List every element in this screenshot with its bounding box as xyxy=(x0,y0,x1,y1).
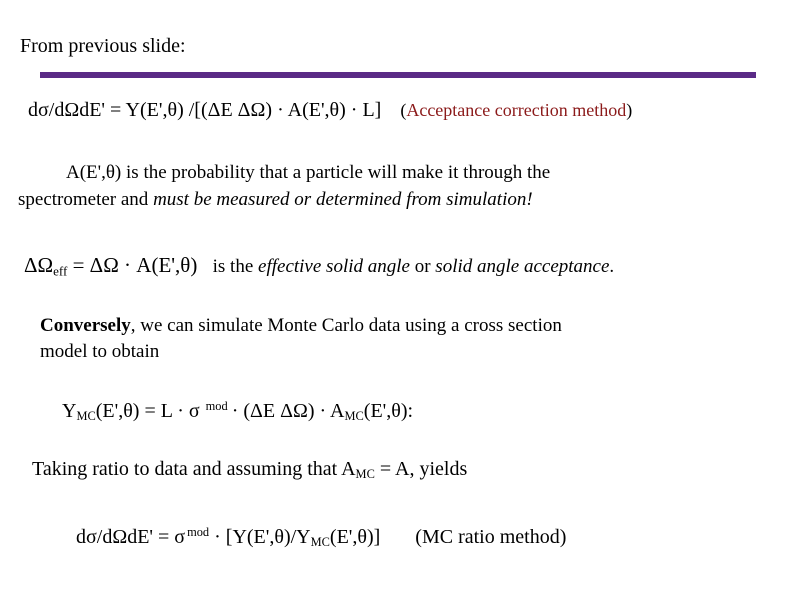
mc-subscript-1: MC xyxy=(76,408,96,423)
equation-mc-yield xyxy=(62,400,413,422)
ratio-mc-subscript: MC xyxy=(310,534,330,549)
ratio-subscript: MC xyxy=(355,467,375,482)
eff-text2: or xyxy=(409,256,436,277)
effective-solid-angle-line xyxy=(24,255,614,277)
ratio-mod-superscript: mod xyxy=(187,525,210,539)
conversely-text: , we can simulate Monte Carlo data using a cross section xyxy=(130,315,562,336)
mc-mid1: (E',θ) = L · σ xyxy=(95,399,200,422)
ratio-mid: · [Y(E',θ)/Y xyxy=(209,525,311,548)
conversely-bold: Conversely xyxy=(40,315,131,336)
acceptance-description-line2 xyxy=(18,190,533,209)
mc-ratio-method-label: (MC ratio method) xyxy=(415,525,567,548)
acceptance-symbol: A(E',θ) xyxy=(66,162,122,183)
eff-text1: is the xyxy=(212,256,259,277)
mc-end: (E',θ): xyxy=(363,399,414,422)
acceptance-correction-label: Acceptance correction method xyxy=(406,100,627,120)
mc-mid2: · (ΔE ΔΩ) · A xyxy=(231,399,345,422)
equation-formula: dσ/dΩdE' = Y(E',θ) /[(ΔE ΔΩ) · A(E',θ) · L] xyxy=(28,99,382,121)
acceptance-description-plain: spectrometer and xyxy=(18,189,154,210)
slide-title: From previous slide: xyxy=(20,35,186,57)
acceptance-description-line1 xyxy=(66,163,550,182)
conversely-line2: model to obtain xyxy=(40,341,160,362)
mod-superscript: mod xyxy=(205,399,228,413)
mc-y: Y xyxy=(62,399,77,422)
acceptance-description-emphasis: must be measured or determined from simulation! xyxy=(153,189,533,210)
eff-subscript: eff xyxy=(53,263,68,279)
ratio-text: Taking ratio to data and assuming that A xyxy=(32,458,356,480)
ratio-sentence xyxy=(32,459,467,481)
acceptance-description-text: is the probability that a particle will make it through the xyxy=(121,162,551,183)
note-close-paren: ) xyxy=(626,100,633,120)
note-open-paren: ( xyxy=(400,100,407,120)
mc-subscript-2: MC xyxy=(344,408,364,423)
ratio-end: (E',θ)] xyxy=(329,525,381,548)
ratio-start: dσ/dΩdE' = σ xyxy=(76,525,186,548)
equation-mc-ratio xyxy=(76,526,566,548)
eff-lhs: ΔΩ xyxy=(24,253,54,277)
eff-text3: . xyxy=(609,256,615,277)
ratio-rest: = A, yields xyxy=(374,458,468,480)
title-divider xyxy=(40,72,756,78)
eff-italic1: effective solid angle xyxy=(258,256,410,277)
eff-rhs: = ΔΩ · A(E',θ) xyxy=(67,253,198,277)
eff-italic2: solid angle acceptance xyxy=(435,256,610,277)
conversely-line1 xyxy=(40,316,562,335)
equation-acceptance-correction xyxy=(28,100,632,120)
